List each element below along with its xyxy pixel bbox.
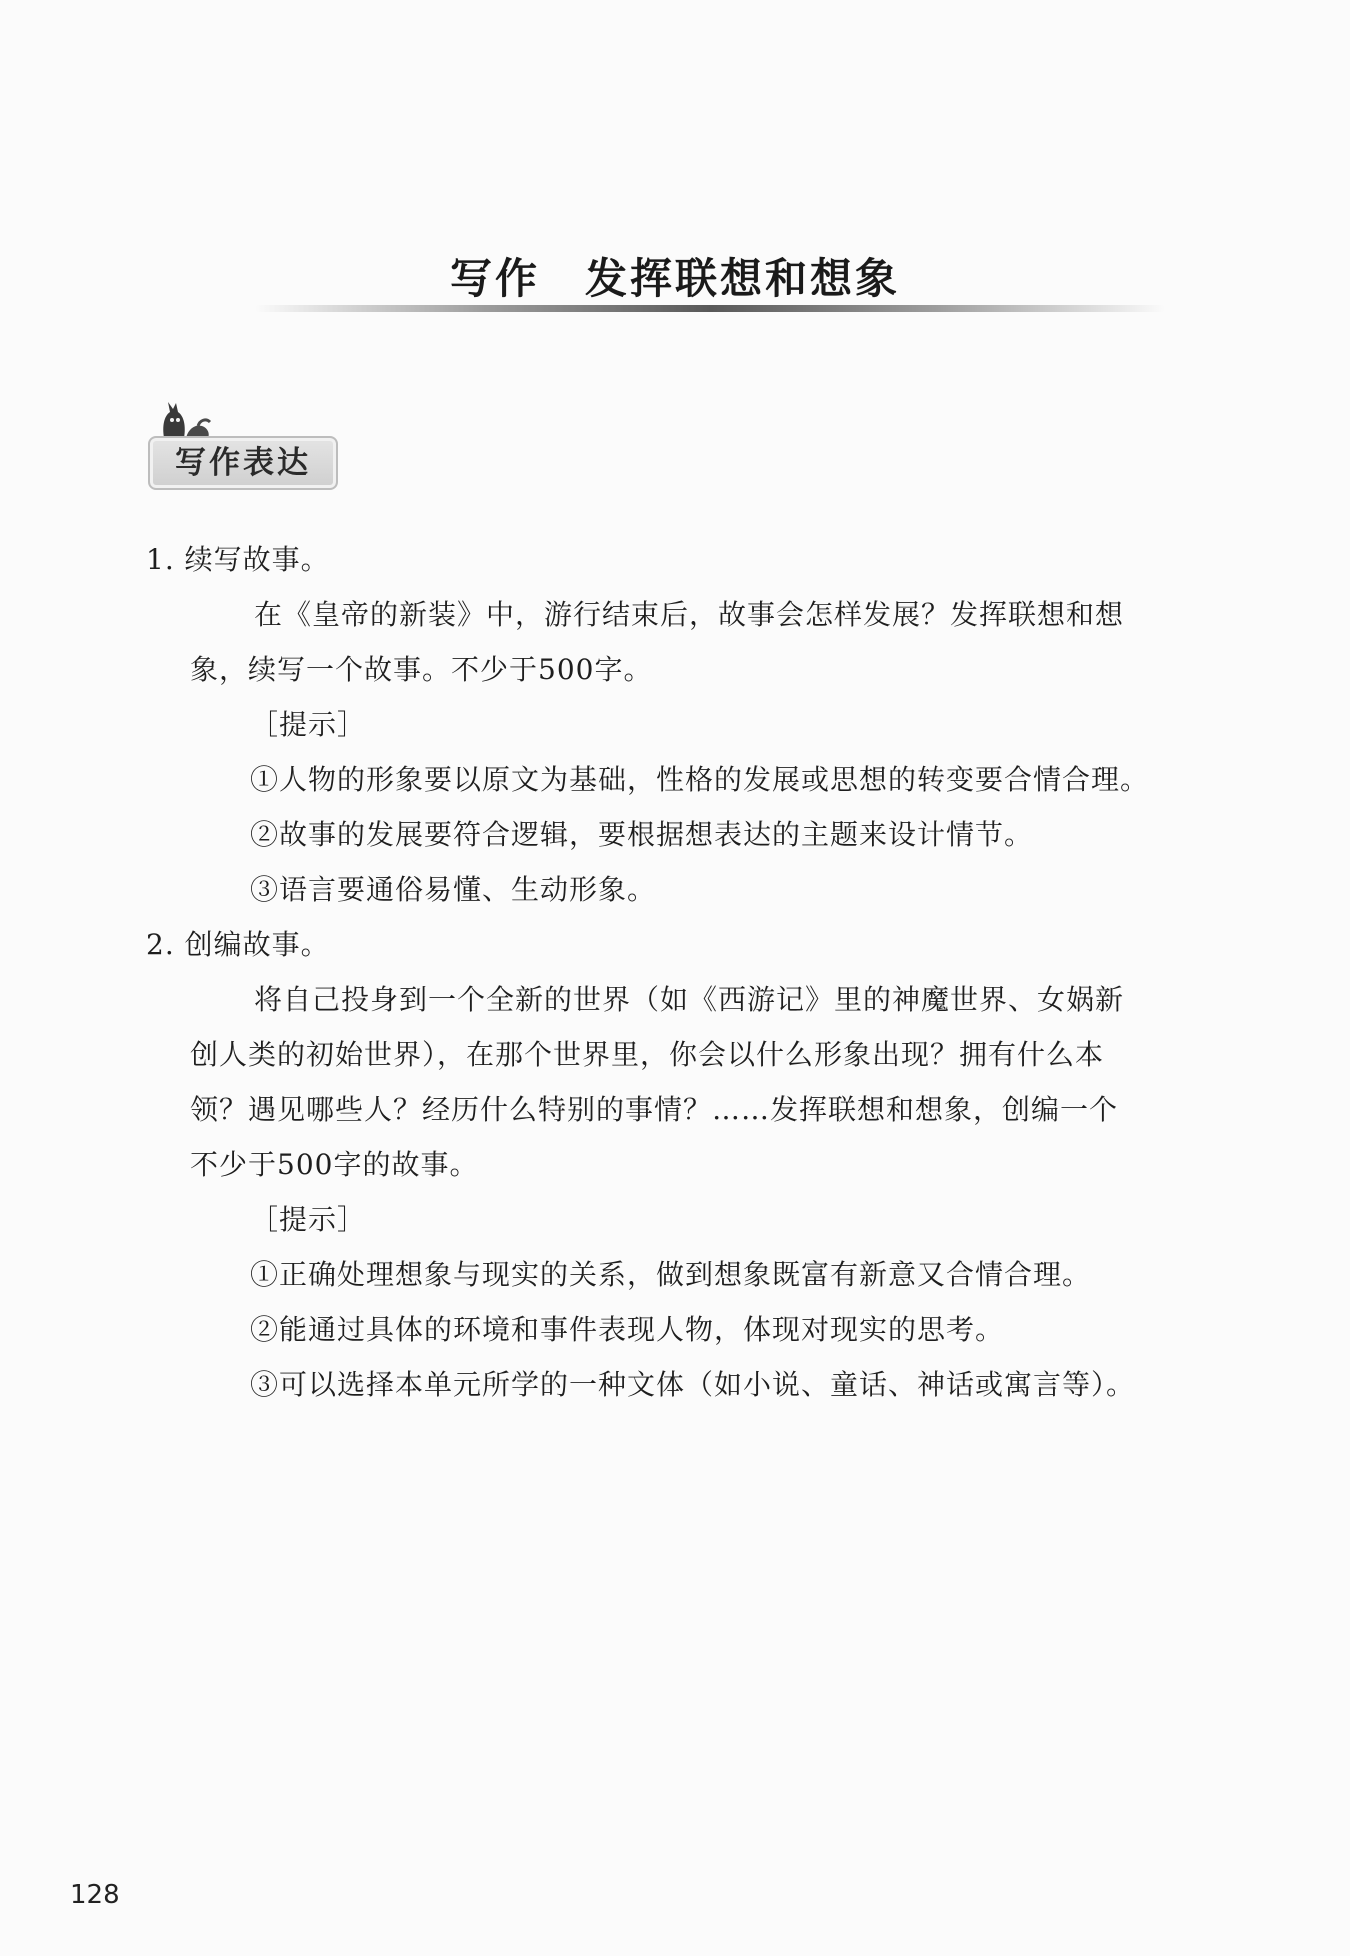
task-1-hint-label: ［提示］ [250,708,367,741]
animal-mascot-icon [158,400,214,440]
task-2-hint: ①正确处理想象与现实的关系，做到想象既富有新意又合情合理。 [250,1258,1092,1291]
section-badge-writing-expression: 写作表达 [148,436,338,490]
task-2-heading: 2. 创编故事。 [146,928,330,961]
task-1-heading: 1. 续写故事。 [146,543,330,576]
task-2-body-line: 将自己投身到一个全新的世界（如《西游记》里的神魔世界、女娲新 [254,983,1125,1016]
task-2-hint: ③可以选择本单元所学的一种文体（如小说、童话、神话或寓言等）。 [250,1368,1136,1401]
task-1-hint: ③语言要通俗易懂、生动形象。 [250,873,657,906]
chapter-title: 写作 发挥联想和想象 [449,254,900,303]
task-1-body-line: 象，续写一个故事。不少于500字。 [190,653,653,686]
task-2-body-line: 领？遇见哪些人？经历什么特别的事情？……发挥联想和想象，创编一个 [190,1093,1119,1126]
page-number: 128 [70,1880,120,1910]
task-2-body-line: 创人类的初始世界），在那个世界里，你会以什么形象出现？拥有什么本 [190,1038,1105,1071]
task-1-hint: ②故事的发展要符合逻辑，要根据想表达的主题来设计情节。 [250,818,1034,851]
task-2-body-line: 不少于500字的故事。 [190,1148,479,1181]
task-1-body-line: 在《皇帝的新装》中，游行结束后，故事会怎样发展？发挥联想和想 [254,598,1125,631]
task-2-hint: ②能通过具体的环境和事件表现人物，体现对现实的思考。 [250,1313,1005,1346]
title-underline-rule [255,305,1165,312]
task-2-hint-label: ［提示］ [250,1203,367,1236]
task-1-hint: ①人物的形象要以原文为基础，性格的发展或思想的转变要合情合理。 [250,763,1150,796]
